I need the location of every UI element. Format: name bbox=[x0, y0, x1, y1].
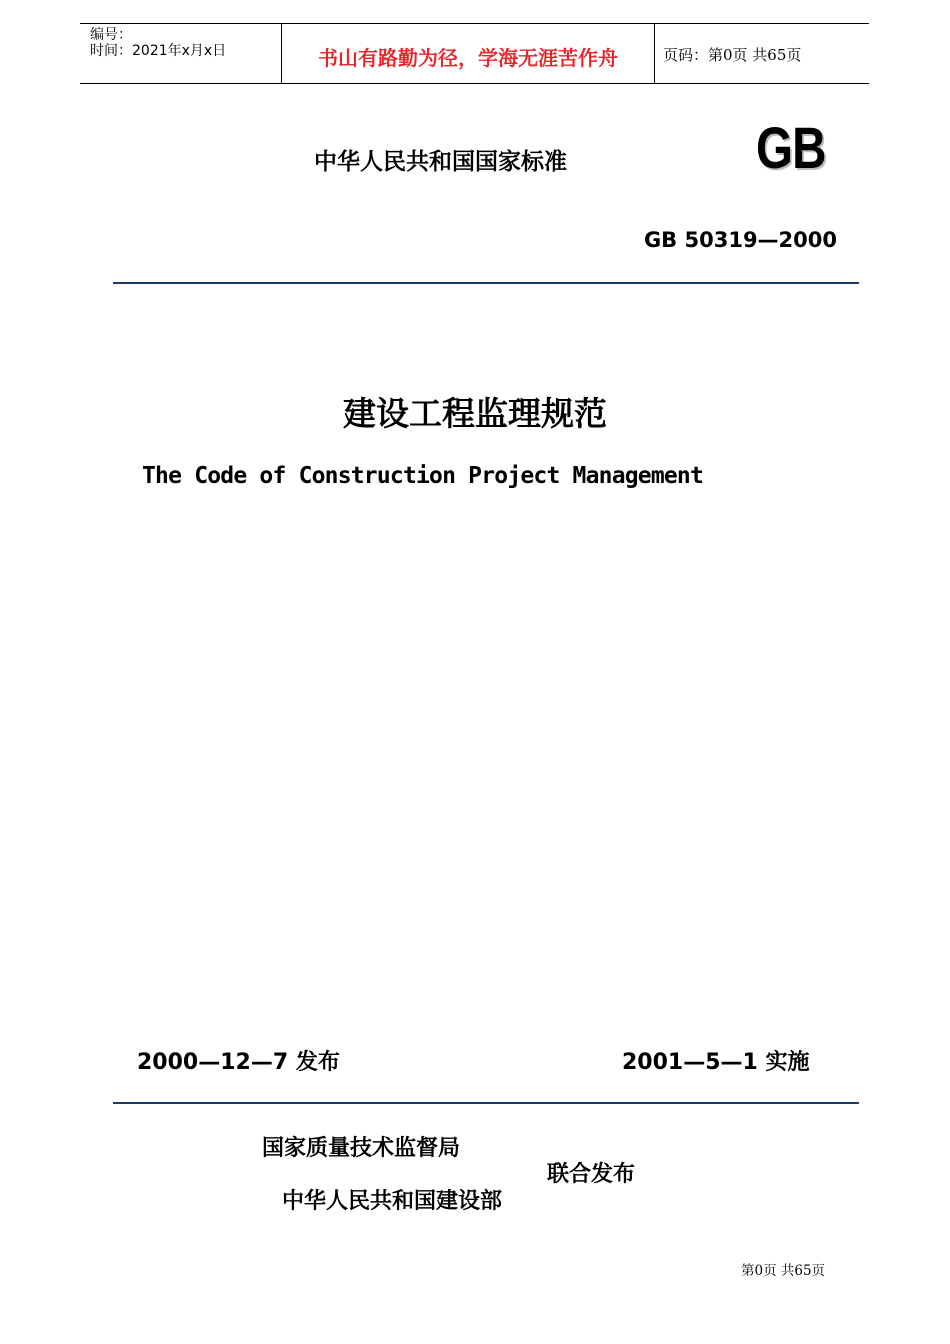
header-page-cell bbox=[655, 24, 869, 83]
standard-number: GB 50319—2000 bbox=[643, 228, 837, 252]
issue-date: 2000—12—7 发布 bbox=[137, 1050, 340, 1075]
page-footer: 第0页 共65页 bbox=[741, 1263, 826, 1279]
header-meta-cell bbox=[80, 24, 280, 83]
issuer-construction-ministry: 中华人民共和国建设部 bbox=[282, 1189, 503, 1214]
english-title: The Code of Construction Project Management bbox=[142, 463, 704, 489]
motto-text: 书山有路勤为径，学海无涯苦作舟 bbox=[318, 46, 618, 70]
main-title: 建设工程监理规范 bbox=[343, 394, 607, 433]
standard-title: 中华人民共和国国家标准 bbox=[314, 149, 567, 175]
serial-label: 编号： bbox=[90, 27, 132, 43]
top-divider bbox=[113, 282, 859, 284]
page-code: 页码：第0页 共65页 bbox=[663, 46, 802, 64]
gb-logo: GB bbox=[756, 116, 826, 181]
issuer-quality-bureau: 国家质量技术监督局 bbox=[262, 1136, 461, 1161]
page-header bbox=[80, 23, 869, 84]
header-motto-cell bbox=[281, 24, 655, 83]
bottom-divider bbox=[113, 1102, 859, 1104]
implement-date: 2001—5—1 实施 bbox=[622, 1050, 810, 1075]
joint-issue-label: 联合发布 bbox=[547, 1162, 636, 1187]
time-label: 时间：2021年x月x日 bbox=[90, 43, 227, 59]
